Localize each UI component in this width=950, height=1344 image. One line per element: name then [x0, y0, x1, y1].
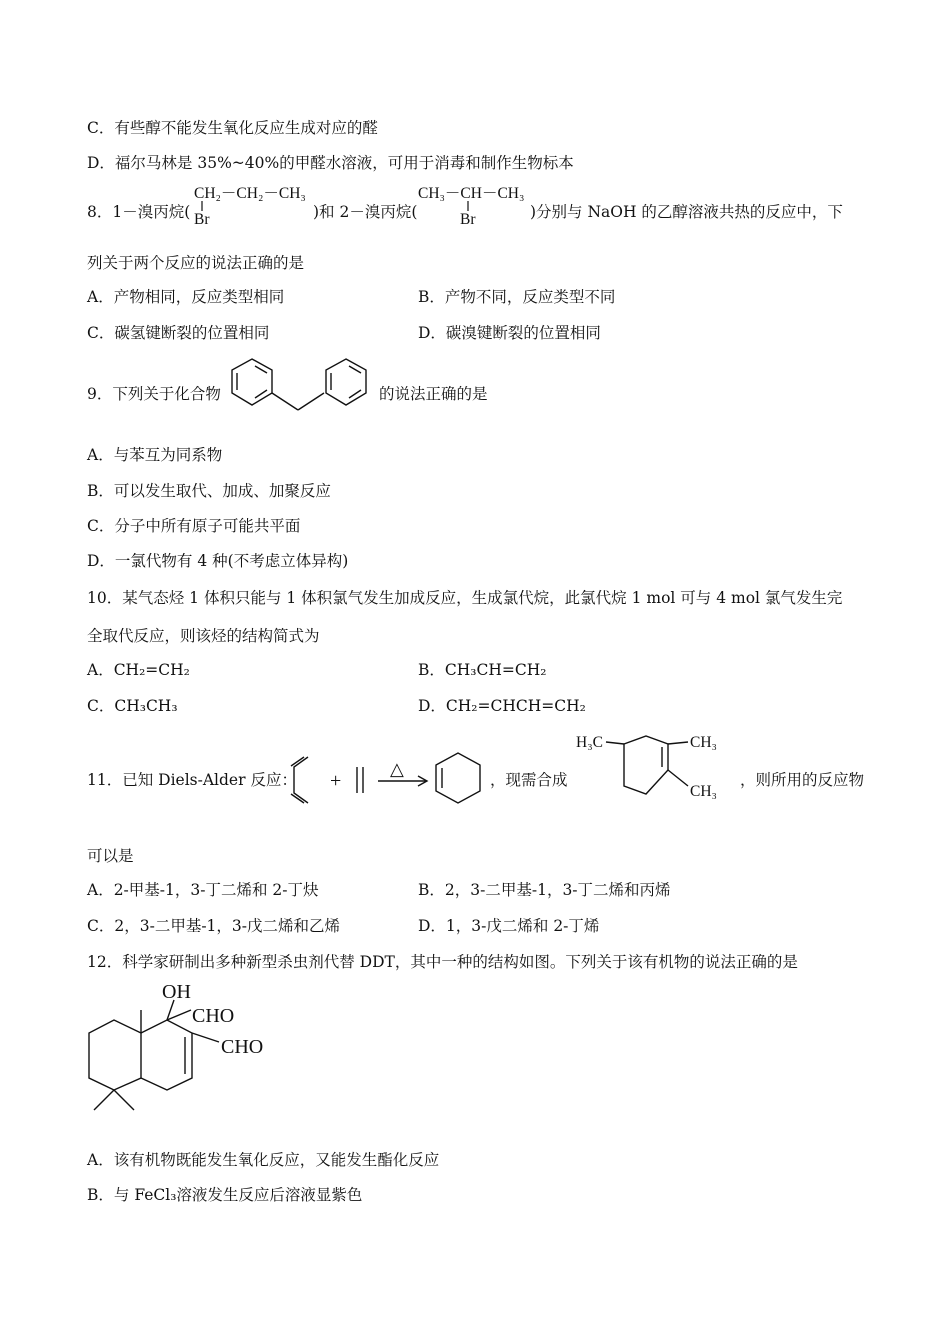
q11-stem-suffix: ，则所用的反应物: [740, 771, 865, 789]
q9-option-c: C．分子中所有原子可能共平面: [87, 517, 301, 535]
diphenylmethane-structure: [228, 355, 378, 415]
q7-option-c: C．有些醇不能发生氧化反应生成对应的醛: [87, 119, 378, 137]
q10-stem-line2: 全取代反应，则该烃的结构简式为: [87, 627, 320, 645]
q8-f1-br: Br: [194, 211, 210, 228]
q8-stem-mid: )和 2－溴丙烷(: [313, 203, 418, 221]
label-ch3-top: CH₃: [690, 734, 717, 751]
q11-option-a: A．2-甲基-1，3-丁二烯和 2-丁炔: [87, 881, 319, 899]
diels-alder-reaction-scheme: [290, 735, 500, 810]
q8-option-d: D．碳溴键断裂的位置相同: [418, 324, 601, 342]
q10-option-c: C．CH₃CH₃: [87, 697, 178, 715]
q10-option-b: B．CH₃CH=CH₂: [418, 661, 547, 679]
label-ch3-bottom: CH₃: [690, 783, 717, 800]
q11-option-d: D．1，3-戊二烯和 2-丁烯: [418, 917, 600, 935]
q10-stem-line1: 10．某气态烃 1 体积只能与 1 体积氯气发生加成反应，生成氯代烷，此氯代烷 1 mol 可与 4 mol 氯气发生完: [87, 589, 843, 607]
q9-option-d: D．一氯代物有 4 种(不考虑立体异构): [87, 552, 349, 570]
q12-molecule-structure: [84, 980, 284, 1120]
plus-sign: +: [330, 770, 342, 792]
q8-stem-suffix: )分别与 NaOH 的乙醇溶液共热的反应中，下: [530, 203, 843, 221]
label-oh: OH: [162, 981, 191, 1003]
q9-stem-suffix: 的说法正确的是: [379, 385, 488, 403]
q11-stem-line2: 可以是: [87, 847, 134, 865]
q8-stem-line2: 列关于两个反应的说法正确的是: [87, 254, 305, 272]
q8-f1-chain: CH₂－CH₂－CH₃: [194, 185, 306, 202]
q12-stem: 12．科学家研制出多种新型杀虫剂代替 DDT，其中一种的结构如图。下列关于该有机物的说法正确的是: [87, 953, 798, 971]
q9-option-b: B．可以发生取代、加成、加聚反应: [87, 482, 331, 500]
q8-option-a: A．产物相同，反应类型相同: [87, 288, 285, 306]
q10-option-a: A．CH₂=CH₂: [87, 661, 190, 679]
q10-option-d: D．CH₂=CHCH=CH₂: [418, 697, 586, 715]
q9-option-a: A．与苯互为同系物: [87, 446, 223, 464]
q9-stem-prefix: 9．下列关于化合物: [87, 385, 221, 403]
q12-option-a: A．该有机物既能发生氧化反应，又能发生酯化反应: [87, 1151, 440, 1169]
q11-option-b: B．2，3-二甲基-1，3-丁二烯和丙烯: [418, 881, 671, 899]
q7-option-d: D．福尔马林是 35%~40%的甲醛水溶液，可用于消毒和制作生物标本: [87, 154, 574, 172]
q8-option-b: B．产物不同，反应类型不同: [418, 288, 616, 306]
q11-stem-mid: ，现需合成: [490, 771, 568, 789]
q8-stem-prefix: 8．1－溴丙烷(: [87, 203, 191, 221]
q8-formula-1-bromopropane: [190, 180, 320, 230]
q12-option-b: B．与 FeCl₃溶液发生反应后溶液显紫色: [87, 1186, 363, 1204]
q8-option-c: C．碳氢键断裂的位置相同: [87, 324, 270, 342]
q8-f2-br: Br: [460, 211, 476, 228]
label-cho-top: CHO: [192, 1005, 235, 1027]
q8-formula-2-bromopropane: [414, 180, 534, 230]
label-h3c: H₃C: [576, 734, 603, 751]
q11-stem-prefix: 11．已知 Diels-Alder 反应：: [87, 771, 297, 789]
heat-triangle-icon: △: [390, 759, 404, 779]
q8-f2-chain: CH₃－CH－CH₃: [418, 185, 525, 202]
trimethylcyclohexene-structure: [576, 730, 736, 805]
label-cho-ring: CHO: [221, 1036, 264, 1058]
q11-option-c: C．2，3-二甲基-1，3-戊二烯和乙烯: [87, 917, 341, 935]
